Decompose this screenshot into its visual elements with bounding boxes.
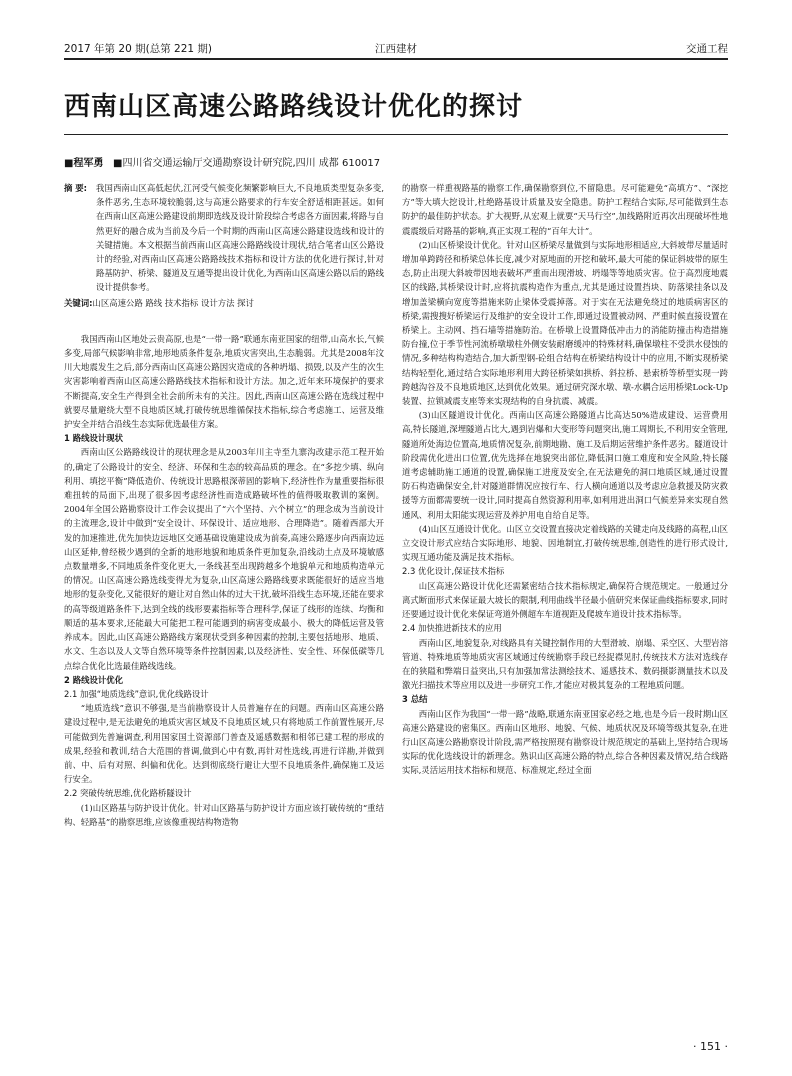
body-paragraph: 山区高速公路设计优化还需紧密结合技术指标规定,确保符合规范规定。一般通过分离式断面形式来保证最大坡长的限制,利用曲线半径最小值研究来保证曲线指标要求,同时还要通过设计优化来保证弯道外侧超车车道视距及爬坡车道设计技术指标等。 — [402, 580, 728, 620]
abstract-text: 我国西南山区高低起伏,江河受气候变化频繁影响巨大,不良地质类型复杂多变,条件恶劣,生态环境较脆弱,这与高速公路要求的行车安全舒适相距甚远。如何在西南山区高速公路建设前期即选线及设计阶段综合考虑各方面因素,将路与自然更好的融合成为当前及今后一个时期的西南山区高速公路建设选线和设计的关键措施。本文根据当前西南山区高速公路路线设计现状,结合笔者山区公路设计的经验,对西南山区高速公路路线技术指标和设计方法的优化进行探讨,针对路基防护、桥梁、隧道及互通等提出设计优化,为西南山区高速公路以后的路线设计提供参考。 — [96, 183, 384, 293]
body-paragraph: “地质选线”意识不够强,是当前勘察设计人员普遍存在的问题。西南山区高速公路建设过程中,是无法避免的地质灾害区域及不良地质区域,只有将地质工作前置性展开,尽可能做到先普遍调查,利用国家国土资源部门普查及遥感数据和相邻已建工程的形成的成果,经验和教训,结合大范围的普调,做到心中有数,再针对性选线,再进行详勘,并做到前、中、后有对照、纠偏和优化。达到彻底绕行避让大型不良地质条件,确保施工及运行安全。 — [64, 703, 384, 785]
body-paragraph: (4)山区互通设计优化。山区立交设置直接决定着线路的关键走向及线路的高程,山区立交设计形式应结合实际地形、地貌、因地制宜,打破传统思维,创造性的进行形式设计,实现互通功能及满足技术指标。 — [402, 523, 728, 563]
abstract — [64, 181, 384, 295]
author-name: ■程军勇 — [64, 158, 104, 169]
abstract-label: 摘 要: — [64, 183, 88, 193]
section-heading: 2 路线设计优化 — [64, 674, 123, 685]
keywords-text: 山区高速公路 路线 技术指标 设计方法 探讨 — [92, 297, 254, 308]
subsection-heading: 2.3 优化设计,保证技术指标 — [402, 566, 505, 577]
section-heading: 1 路线设计现状 — [64, 433, 123, 444]
body-paragraph: (3)山区隧道设计优化。西南山区高速公路隧道占比高达50%造成建设、运营费用高,特长隧道,深埋隧道占比大,遇到岩爆和大变形等问题突出,施工周期长,不利用安全管理,隧道所处海边位置高,地质情况复杂,前期地勘、施工及后期运营维护条件恶劣。隧道设计阶段需优化进出口位置,优先选择在地貌突出部位,降低洞口施工难度和安全风险,特长隧道考虑辅助施工通道的设置,确保施工进度及安全,在无法避免的洞口地质区域,通过设置防石构造确保安全,针对隧道群情况应按行车、行人横向通道以及考虑应急救援及防灾救援等方面都需要统一设计,同时提高自然资源利用率,如利用进出洞口气候差异来实现自然通风、利用太阳能实现运营及养护用电自给自足等。 — [402, 410, 728, 520]
subsection-heading: 2.4 加快推进新技术的应用 — [402, 623, 502, 634]
page-number: · 151 · — [693, 1040, 728, 1053]
journal-name: 江西建材 — [375, 43, 417, 55]
body-paragraph: (1)山区路基与防护设计优化。针对山区路基与防护设计方面应该打破传统的“重结构、轻路基”的勘察思维,应该像重视结构物造物 — [64, 802, 384, 827]
abstract-gap — [64, 310, 384, 332]
body-paragraph: 的勘察一样重视路基的勘察工作,确保勘察到位,不留隐患。尽可能避免“高填方”、“深挖方”等大填大挖设计,杜绝路基设计质量及安全隐患。防护工程结合实际,尽可能做到生态防护的最佳防护状态。扩大视野,从宏观上就要“天马行空”,加线路附近再次出现破坏性地震震级后对路基的影响,真正实现工程的“百年大计”。 — [402, 183, 728, 236]
body-paragraph: 西南山区作为我国“一带一路”战略,联通东南亚国家必经之地,也是今后一段时期山区高速公路建设的密集区。西南山区地形、地貌、气候、地质状况及环境等级其复杂,在进行山区高速公路勘察设计阶段,需严格按照现有勘察设计规范规定的基础上,坚持结合现场实际的优化选线设计的新理念。熟识山区高速公路的特点,综合各种因素及情况,结合线路实际,灵活运用技术指标和规范、标准规定,经过全面 — [402, 708, 728, 776]
section-heading: 3 总结 — [402, 694, 428, 705]
section-name: 交通工程 — [686, 43, 728, 55]
left-body — [64, 332, 384, 829]
subsection-heading: 2.1 加强“地质选线”意识,优化线路设计 — [64, 688, 209, 699]
left-column — [64, 181, 384, 829]
body-paragraph: 西南山区公路路线设计的现状理念是从2003年川主寺至九寨沟改建示范工程开始的,确定了公路设计的安全、经济、环保和生态的较高品质的理念。在“多挖少填、纵向利用、填挖平衡”降低造价、传统设计思路根深蒂固的影响下,经济性作为量重要指标很难扭转的局面下,出现了很多因考虑经济性而造成路破坏性的值得吸取教训的案例。2004年全国公路勘察设计工作会议提出了“六个坚持、六个树立”的理念成为当前设计的主流理念,设计中做到“安全设计、环保设计、适应地形、合理降造”。随着西部大开发的加速推进,优先加快边远地区交通基础设施建设成为前奏,高速公路逐步向西南边远山区延伸,曾经极少遇到的全新的地形地貌和地质条件更加复杂,沿线动土点及环境敏感点数量增多,不同地质条件变化更大,一条线甚至出现跨越多个地貌单元和地质构造单元的情况。山区高速公路选线变得尤为复杂,山区高速公路路线要求既能很好的适应当地地形的复杂变化,又能很好的避让对自然山体的过大干扰,破坏沿线生态环境,还能在要求的高等级道路条件下,达到全线的线形要素指标等合理科学,保证了线形的连续、均衡和顺适的基本要求,还能最大可能把工程可能遇到的病害变成最小、极大的降低运营及管养成本。因此,山区高速公路路线方案现状受到多种因素的控制,主要包括地形、地质、水文、生态以及人文等自然环境等条件控制因素,以及经济性、安全性、环保低碳等几点综合优化比选最佳路线选线。 — [64, 447, 384, 671]
header-rule — [64, 58, 728, 60]
issue-info: 2017 年第 20 期(总第 221 期) — [64, 43, 213, 55]
subsection-heading: 2.2 突破传统思维,优化路桥隧设计 — [64, 788, 192, 799]
keywords — [64, 296, 384, 310]
body-paragraph: 我国西南山区地处云贵高原,也是“一带一路”联通东南亚国家的纽带,山高水长,气候多变,局部气候影响非常,地形地质条件复杂,地质灾害突出,生态脆弱。尤其是2008年汶川大地震发生之后,部分西南山区高速公路因灾造成的各种坍塌、损毁,以及产生的次生灾害影响着西南山区高速公路路线技术指标和设计方法。加之,近年来环境保护的要求不断提高,安全生产得到全社会前所未有的关注。因此,西南山区高速公路在选线过程中就要尽量避绕大型不良地质区域,打破传统思维循保技术指标,综合考虑施工、运营及维护安全并结合沿线生态实际优选最佳方案。 — [64, 333, 384, 430]
article-title: 西南山区高速公路路线设计优化的探讨 — [64, 92, 524, 122]
author-affiliation: ■四川省交通运输厅交通勘察设计研究院,四川 成都 610017 — [113, 158, 381, 169]
right-column — [402, 181, 728, 778]
right-body — [402, 181, 728, 778]
running-header — [64, 41, 728, 57]
title-rule — [64, 134, 728, 135]
author-line — [64, 154, 380, 169]
keywords-label: 关键词: — [64, 297, 93, 308]
body-paragraph: (2)山区桥梁设计优化。针对山区桥梁尽量做到与实际地形相适应,大斜坡带尽量适时增加单跨跨径和桥梁总体长度,减少对原地面的开挖和破坏,最大可能的保证斜坡带的原生态,防止出现大斜坡带因地表破坏严重而出现滑坡、坍塌等等地质灾害。位于高烈度地震区的线路,其桥梁设计时,应将抗震构造作为重点,尤其是通过设置挡块、防落梁挂条以及增加盖梁横向宽度等措施来防止梁体受震掉落。对于实在无法避免绕过的地质病害区的桥梁,需搜搜好桥梁运行及维护的安全设计工作,即通过设置被动网、严重时候直接设置在桥梁上。主动网、挡石墙等措施防治。在桥墩上设置降低冲击力的消能防撞击构造措施防台撞,位于季节性河流桥墩墩柱外侧安装耐磨缓冲的特殊材料,确保墩柱不受洪水侵蚀的情况,多种结构构造结合,加大新型钢-砼组合结构在桥梁结构设计中的应用,不断实现桥梁结构轻型化,通过结合实际地形利用大跨径桥梁如拱桥、斜拉桥、悬索桥等桥型实现一跨跨越沟谷及不良地质地区,达到优化效果。通过研究深水墩、墩-水耦合运用桥梁Lock-Up装置、拉锁减震支座等来实现结构的自身抗震、减震。 — [402, 239, 728, 407]
body-paragraph: 西南山区,地貌复杂,对线路具有关键控制作用的大型滑坡、崩塌、采空区、大型岩溶管道、特殊地质等地质灾害区域通过传统勘察手段已经捉襟见肘,传统技术方法对选线存在的狭隘和弊端日益突出,只有加强加常法测绘技术、遥感技术、数码摄影测量技术以及激光扫描技术等应用以及进一步研究工作,才能应对极其复杂的工程地质问题。 — [402, 637, 728, 691]
